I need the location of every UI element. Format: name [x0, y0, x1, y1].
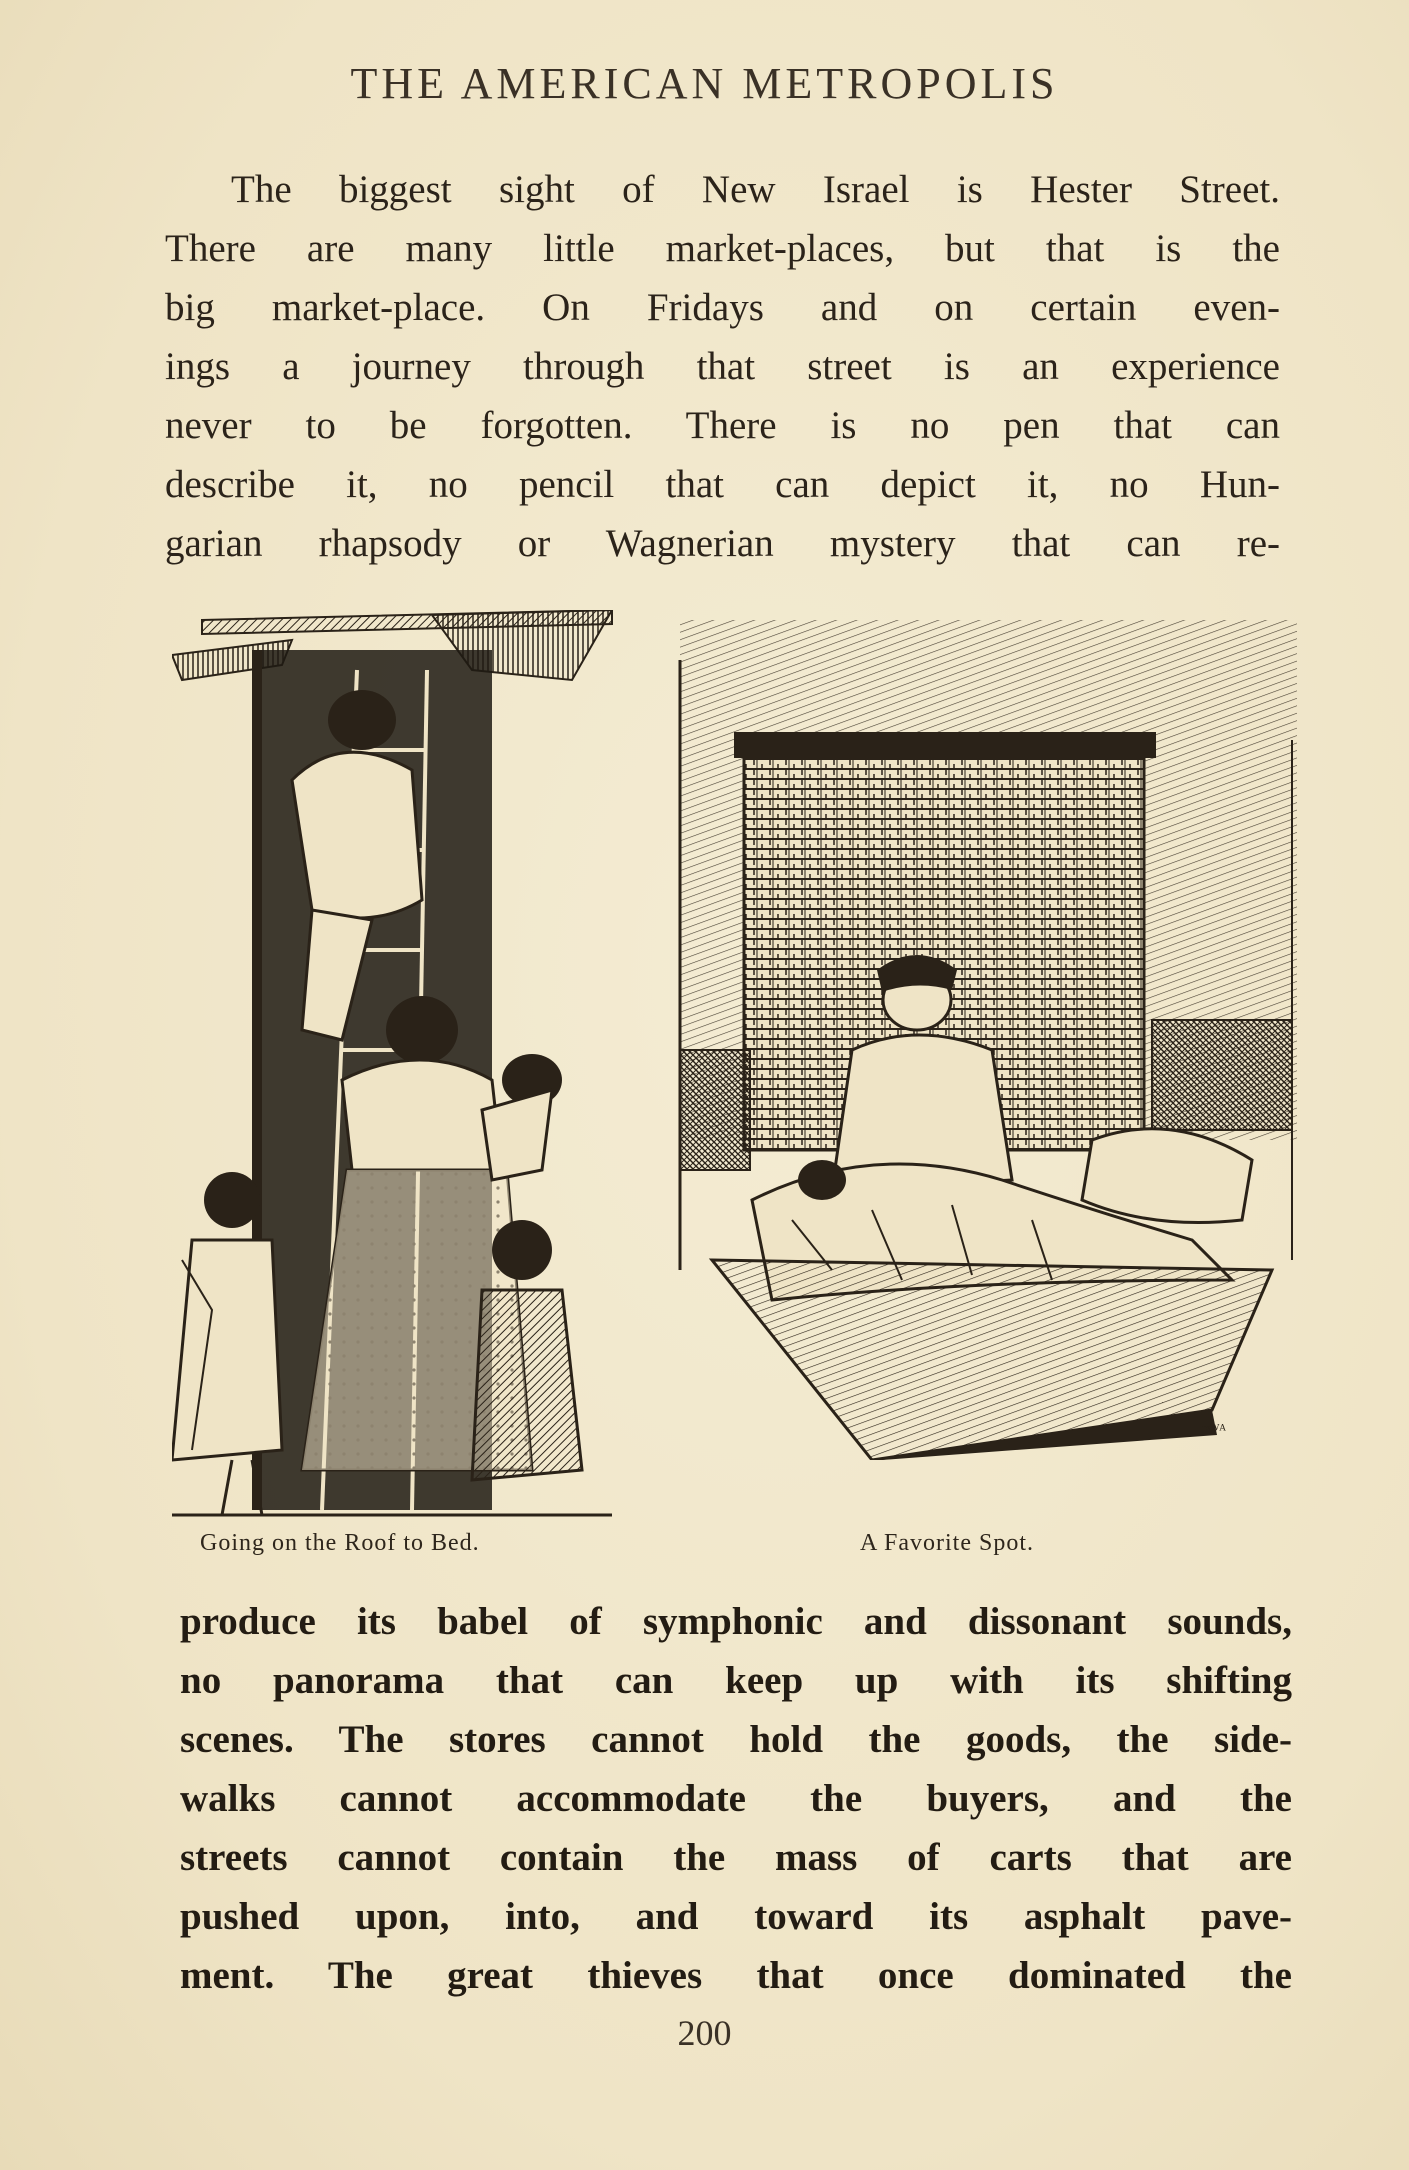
- text-line: ment. The great thieves that once dominated the: [180, 1954, 1292, 1997]
- text-line: garian rhapsody or Wagnerian mystery that can re-: [165, 522, 1280, 565]
- text-line: pushed upon, into, and toward its asphalt pave-: [180, 1895, 1292, 1938]
- paragraph-bottom: [180, 1592, 1292, 2005]
- artist-signature-mark: ᵖˢᵂᴬ: [1202, 1422, 1226, 1439]
- text-line: describe it, no pencil that can depict it, no Hun-: [165, 463, 1280, 506]
- illustration-favorite-spot: [672, 620, 1297, 1460]
- text-line: no panorama that can keep up with its shifting: [180, 1659, 1292, 1702]
- caption-left: Going on the Roof to Bed.: [200, 1530, 480, 1556]
- page-number: 200: [677, 2013, 732, 2053]
- illustration-roof-to-bed: [172, 610, 622, 1520]
- text-line: The biggest sight of New Israel is Hester Street.: [231, 168, 1280, 211]
- text-line: ings a journey through that street is an experience: [165, 345, 1280, 388]
- paragraph-top: [165, 160, 1280, 573]
- text-line: There are many little market-places, but that is the: [165, 227, 1280, 270]
- text-line: never to be forgotten. There is no pen that can: [165, 404, 1280, 447]
- text-line: big market-place. On Fridays and on certain even-: [165, 286, 1280, 329]
- text-line: scenes. The stores cannot hold the goods, the side-: [180, 1718, 1292, 1761]
- text-line: walks cannot accommodate the buyers, and the: [180, 1777, 1292, 1820]
- text-line: produce its babel of symphonic and dissonant sounds,: [180, 1600, 1292, 1643]
- caption-right: A Favorite Spot.: [860, 1530, 1035, 1556]
- text-line: streets cannot contain the mass of carts that are: [180, 1836, 1292, 1879]
- running-head: THE AMERICAN METROPOLIS: [350, 59, 1059, 108]
